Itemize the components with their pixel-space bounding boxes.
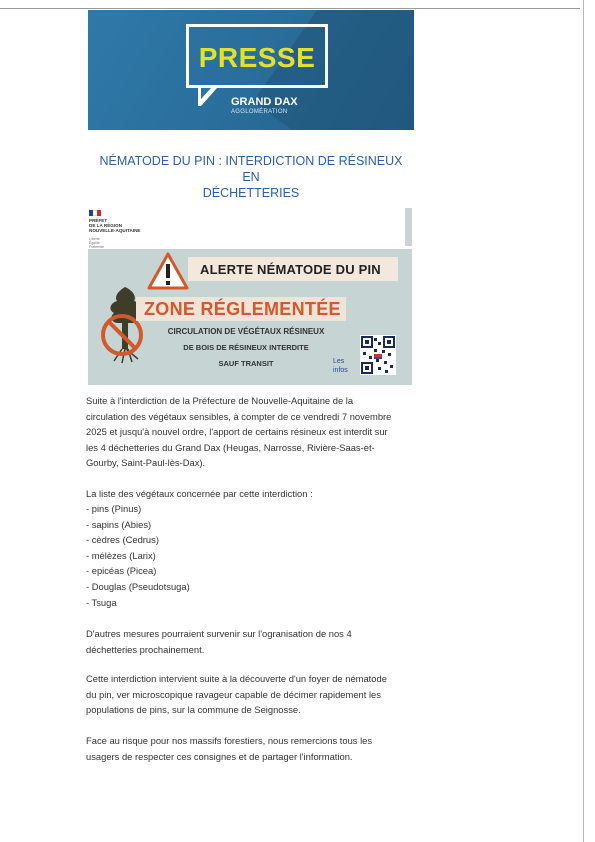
list-intro: La liste des végétaux concernée par cette interdiction :	[86, 488, 313, 499]
presse-banner	[88, 10, 414, 130]
species-list	[86, 501, 386, 610]
infos-label: Les infos	[333, 358, 348, 374]
warning-triangle-icon	[146, 251, 190, 291]
list-item: - Douglas (Pseudotsuga)	[86, 580, 190, 592]
prefecture-edge	[405, 208, 412, 246]
paragraph-thanks: Face au risque pour nos massifs forestiers, nous remercions tous les usagers de respecter ces consignes et de partager l'information.	[86, 735, 373, 762]
prefecture-header	[88, 208, 412, 249]
paragraph-discovery: Cette interdiction intervient suite à la découverte d'un foyer de nématode du pin, ver microscopique ravageur capable de décimer rapidement les populations de pins, sur la commune de Seignosse.	[86, 673, 387, 716]
alert-poster	[88, 249, 412, 385]
alert-title: ALERTE NÉMATODE DU PIN	[200, 262, 381, 277]
list-item: - Tsuga	[86, 596, 117, 608]
list-item: - pins (Pinus)	[86, 503, 142, 514]
restriction-line-3: SAUF TRANSIT	[218, 359, 274, 368]
scan-border-right	[583, 0, 584, 842]
org-name: GRAND DAX	[231, 96, 298, 108]
prefecture-name: PRÉFET DE LA RÉGION NOUVELLE-AQUITAINE	[89, 218, 141, 233]
scan-border-top	[0, 8, 580, 9]
paragraph-intro: Suite à l'interdiction de la Préfecture de Nouvelle-Aquitaine de la circulation des végétaux sensibles, à compter de ce vendredi 7 novembre 2025 et jusqu'à nouvel ordre, l'apport de certains résineux est interdit sur les 4 déchetteries du Grand Dax (Heugas, Narrosse, Rivière-Saas-et- Gourby, Saint-Paul-lès-Dax).	[86, 395, 392, 469]
list-item: - mélèzes (Larix)	[86, 549, 156, 561]
restriction-line-1: CIRCULATION DE VÉGÉTAUX RÉSINEUX	[167, 327, 325, 336]
document-title	[90, 153, 412, 201]
paragraph-measures: D'autres mesures pourraient survenir sur l'ogranisation de nos 4 déchetteries prochainement.	[86, 628, 352, 655]
qr-code-icon	[360, 335, 396, 375]
zone-title: ZONE RÉGLEMENTÉE	[144, 299, 341, 319]
org-subtitle: AGGLOMÉRATION	[231, 109, 288, 115]
restriction-line-2: DE BOIS DE RÉSINEUX INTERDITE	[183, 343, 309, 352]
prefecture-motto: Liberté Égalité Fraternité	[89, 237, 104, 249]
title-line-1: NÉMATODE DU PIN : INTERDICTION DE RÉSINEUX EN	[99, 154, 403, 184]
french-flag-icon	[89, 210, 101, 216]
list-item: - epicéas (Picea)	[86, 565, 157, 577]
presse-word: PRESSE	[198, 42, 316, 73]
list-item: - cèdres (Cedrus)	[86, 534, 159, 546]
title-line-2: DÉCHETTERIES	[202, 186, 300, 200]
no-pine-tree-icon	[100, 283, 150, 367]
list-item: - sapins (Abies)	[86, 518, 152, 530]
